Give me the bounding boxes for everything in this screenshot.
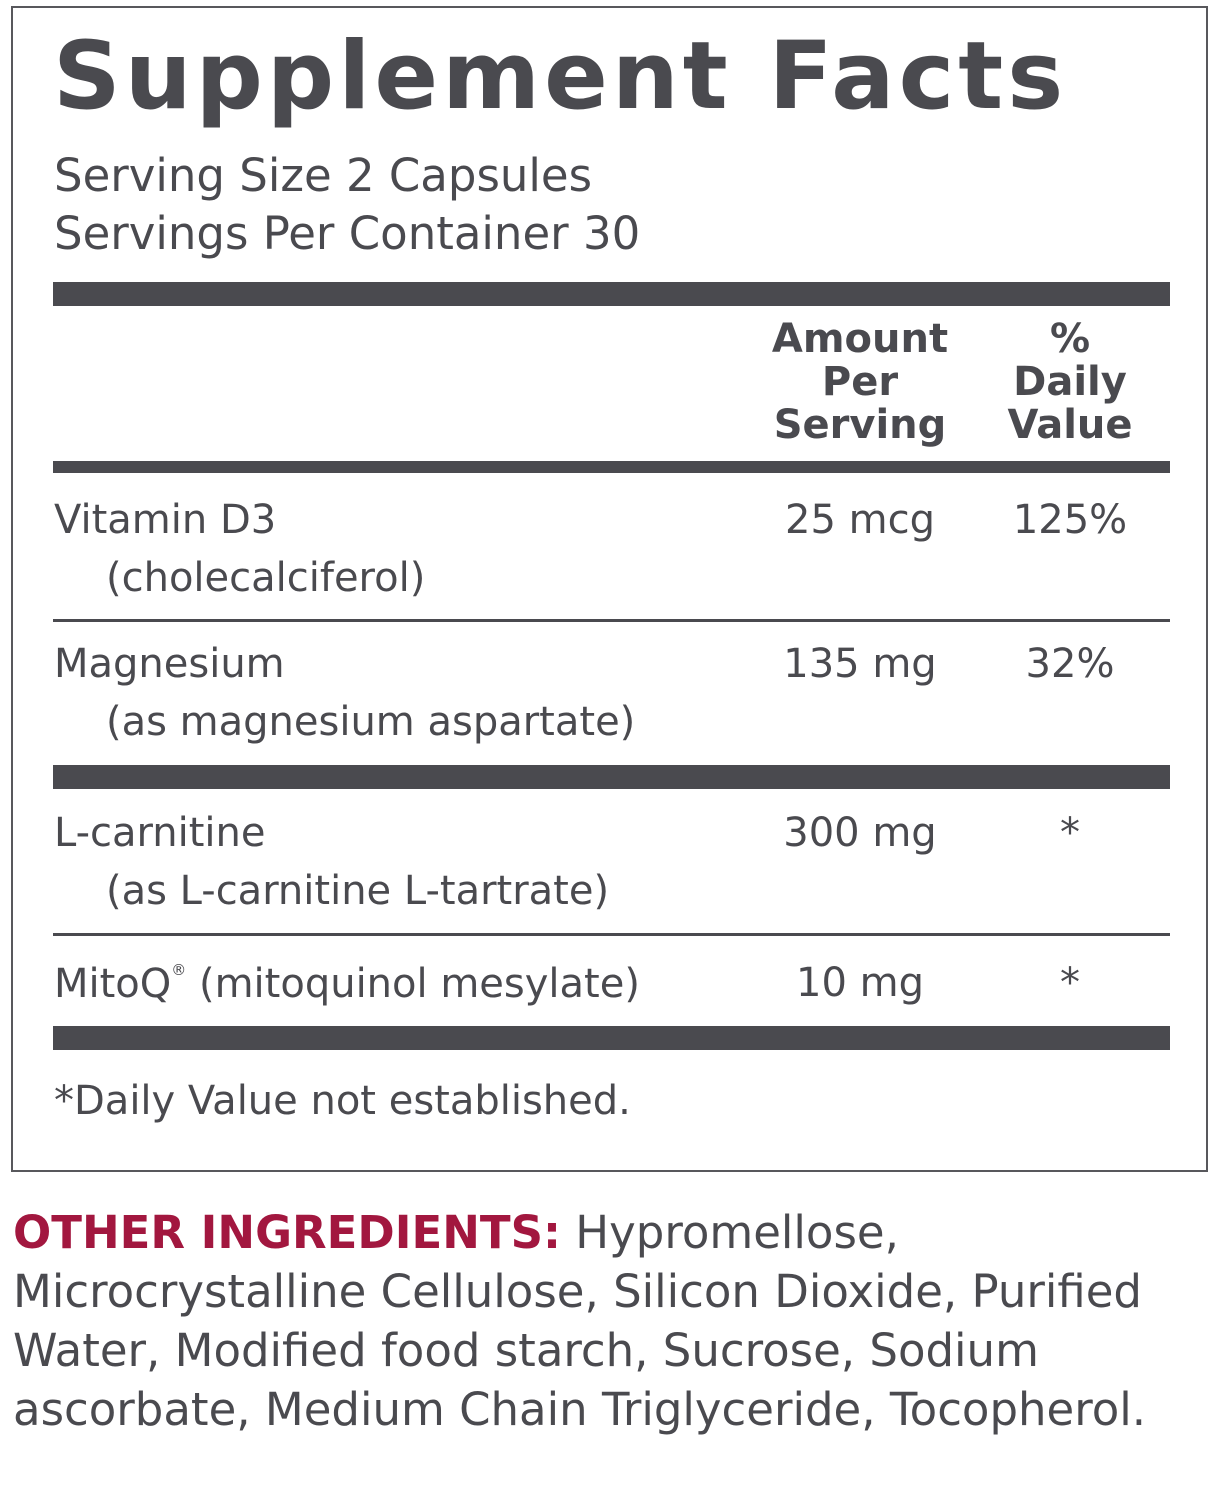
supplement-facts-title: Supplement Facts [53,22,1068,131]
ingredient-name-detail: (mitoquinol mesylate) [186,961,640,1007]
divider-row [53,933,1170,936]
servings-per-container: Servings Per Container 30 [54,207,641,260]
ingredient-daily-value: 125% [1012,497,1128,543]
divider-thick-middle [53,765,1170,789]
ingredient-name: Vitamin D3 [54,497,277,543]
divider-header [53,461,1170,473]
ingredient-amount: 25 mcg [785,497,935,543]
header-dv-line-1: % [1049,316,1091,362]
ingredient-source: (as L-carnitine L-tartrate) [106,868,610,914]
ingredient-amount: 300 mg [783,810,937,856]
header-amount-line-2: Per [821,359,899,405]
header-dv-line-2: Daily [1013,359,1127,405]
header-daily-value [990,318,1150,447]
header-amount-per-serving [735,318,985,447]
ingredient-amount: 10 mg [796,960,924,1006]
divider-thick-top [53,282,1170,306]
other-ingredients-label: OTHER INGREDIENTS: [13,1206,561,1259]
ingredient-daily-value: * [1060,810,1080,856]
daily-value-footnote: *Daily Value not established. [54,1078,631,1124]
divider-thick-bottom [53,1026,1170,1050]
ingredient-daily-value: * [1060,960,1080,1006]
serving-size: Serving Size 2 Capsules [54,149,593,202]
ingredient-name: L-carnitine [54,810,266,856]
ingredient-name: Magnesium [54,641,285,687]
ingredient-amount: 135 mg [783,641,937,687]
divider-row [53,619,1170,622]
other-ingredients [13,1203,1193,1439]
other-ingredients-text: Hypromellose, Microcrystalline Cellulose, Silicon Dioxide, Purified Water, Modified food starch, Sucrose, Sodium ascorbate, Medium Chain Triglyceride, Tocopherol. [13,1206,1147,1436]
ingredient-source: (cholecalciferol) [106,555,426,601]
header-amount-line-3: Serving [773,402,947,448]
header-amount-line-1: Amount [771,316,949,362]
header-dv-line-3: Value [1007,402,1133,448]
registered-mark: ® [171,961,187,979]
ingredient-name: MitoQ [54,961,172,1007]
ingredient-daily-value: 32% [1025,641,1115,687]
ingredient-name-mitoq [54,961,640,1007]
ingredient-source: (as magnesium aspartate) [106,699,636,745]
supplement-facts-panel [11,6,1208,1172]
